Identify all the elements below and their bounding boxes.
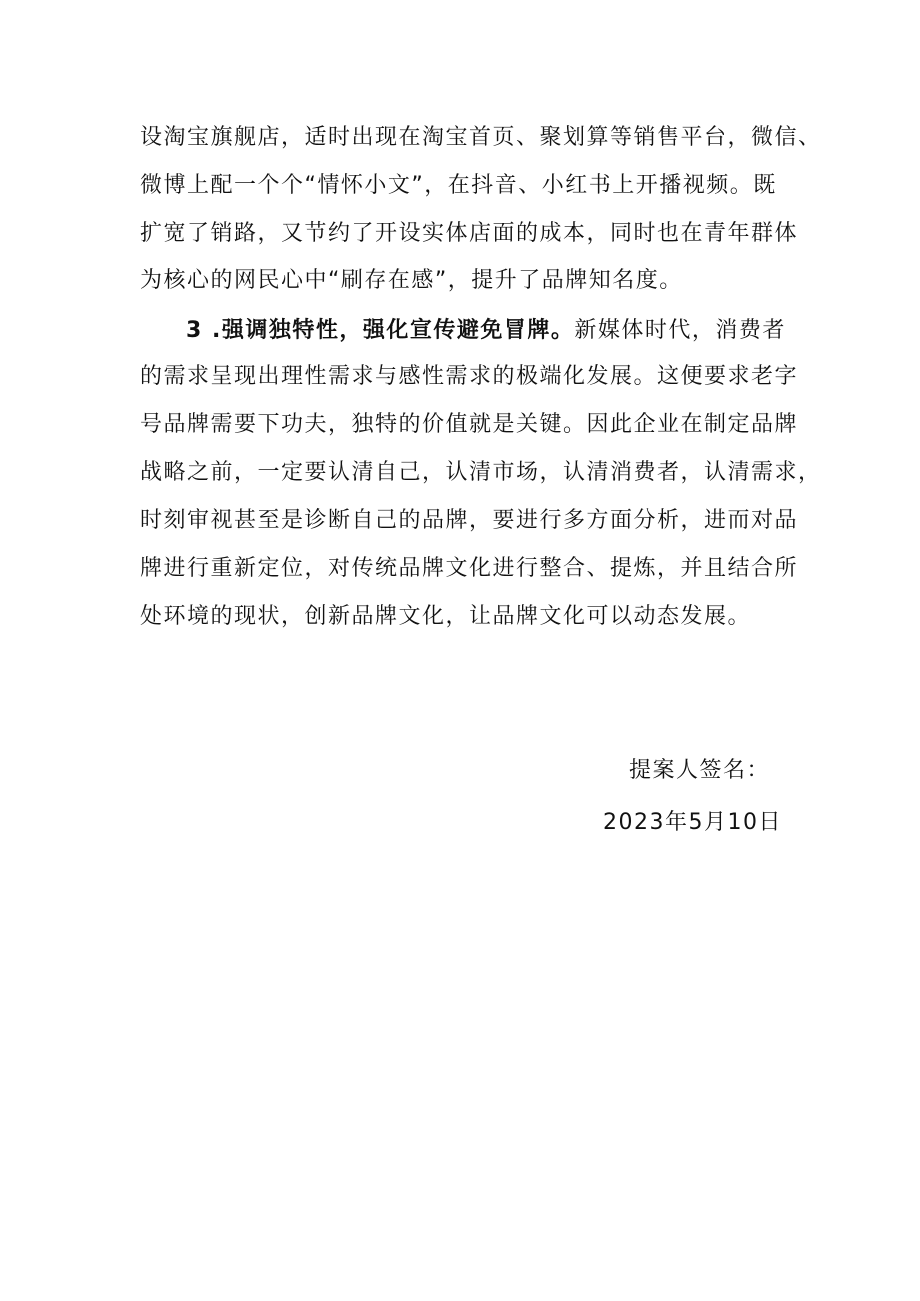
- paragraph2-line-2: 的需求呈现出理性需求与感性需求的极端化发展。这便要求老字: [140, 364, 799, 389]
- paragraph2-line-5: 时刻审视甚至是诊断自己的品牌，要进行多方面分析，进而对品: [140, 508, 799, 533]
- paragraph2-first-line: [186, 316, 786, 346]
- signature-label: 提案人签名：: [628, 758, 770, 783]
- paragraph1-line-2: 微博上配一个个“情怀小文”，在抖音、小红书上开播视频。既: [140, 173, 777, 198]
- paragraph1-line-3: 扩宽了销路，又节约了开设实体店面的成本，同时也在青年群体: [140, 221, 799, 246]
- paragraph1-line-1: 设淘宝旗舰店，适时出现在淘宝首页、聚划算等销售平台，微信、: [140, 125, 822, 150]
- signature-date: 2023年5月10日: [603, 810, 782, 835]
- section-heading: 3 .强调独特性，强化宣传避免冒牌。: [186, 318, 575, 343]
- paragraph2-line-3: 号品牌需要下功夫，独特的价值就是关键。因此企业在制定品牌: [140, 412, 799, 437]
- paragraph2-line-7: 处环境的现状，创新品牌文化，让品牌文化可以动态发展。: [140, 604, 752, 629]
- paragraph1-line-4: 为核心的网民心中“刷存在感”，提升了品牌知名度。: [140, 268, 683, 293]
- paragraph2-line-4: 战略之前，一定要认清自己，认清市场，认清消费者，认清需求，: [140, 460, 822, 485]
- paragraph2-first-line-rest: 新媒体时代，消费者: [574, 318, 786, 343]
- paragraph2-line-6: 牌进行重新定位，对传统品牌文化进行整合、提炼，并且结合所: [140, 556, 799, 581]
